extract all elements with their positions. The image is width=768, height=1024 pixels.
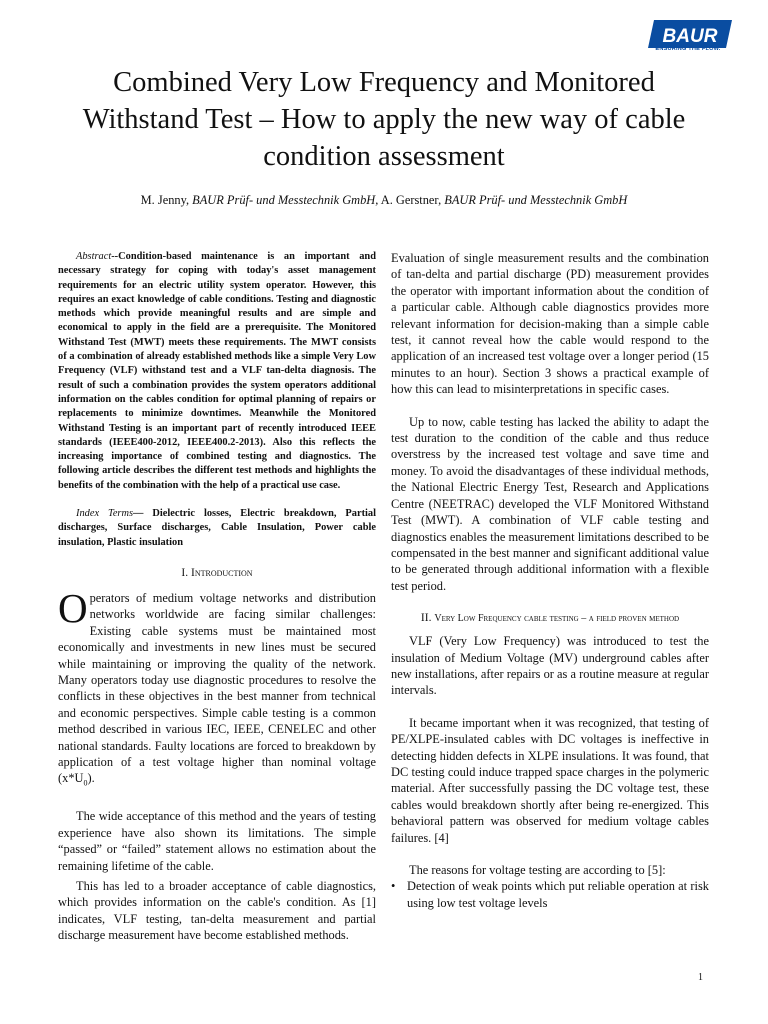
index-terms-label: Index Terms — [76, 508, 134, 520]
index-terms-text: — Dielectric losses, Electric breakdown, Partial discharges, Surface discharges, Cable Insulation, Power cable insulation, Plastic insulation — [58, 508, 376, 548]
section-title: Very Low Frequency cable testing – a field proven method — [434, 613, 680, 625]
author-2-name: A. Gerstner, — [378, 193, 445, 207]
abstract-text: necessary strategy for coping with today's asset management requirements for an electric utility system operator. However, this requires an exact knowledge of cable conditions. Testing and diagnostic methods which provide meaningful results and are simple and economical to apply in the field are a prerequisite. The Monitored Withstand Test (MWT) meets these requirements. The MWT consists of a combination of already established methods like a simple Very Low Frequency (VLF) withstand test and a VLF tan-delta diagnosis. The result of such a combination provides the system operators additional information on the cables condition for optimal planning of repairs or replacements to minimize downtimes. Meanwhile the Monitored Withstand Testing is an important part of recently introduced IEEE standards (IEEE400-2012, IEEE400.2-2013). Also this reflects the increasing importance of combined testing and diagnostics. The following article describes the different test methods and highlights the benefits of the combination with the help of a practical use case. — [58, 265, 376, 491]
index-terms — [58, 507, 376, 550]
paragraph: It became important when it was recognized, that testing of PE/XLPE-insulated cables with DC voltages is ineffective in detecting hidden defects in XLPE insulations. It was found, that DC testing could induce trapped space charges in the polymeric material. After successfully passing the DC voltage test, these cables would breakdown shortly after being re-energized. This behavioral pattern was observed for medium voltage cables failures. [4] — [391, 715, 709, 845]
section-number: II. — [420, 612, 435, 625]
intro-paragraph — [58, 584, 376, 792]
paragraph: VLF (Very Low Frequency) was introduced to test the insulation of Medium Voltage (MV) underground cables after new installations, after repairs or as a routine measure at regular intervals. — [391, 634, 709, 698]
paragraph: The wide acceptance of this method and the years of testing experience have also shown its limitations. The simple “passed” or “failed” statement allows no estimation about the remaining lifetime of the cable. — [58, 809, 376, 873]
page-number: 1 — [698, 972, 703, 983]
section-number: I. — [181, 566, 191, 579]
left-column — [58, 250, 376, 944]
section-title: Introduction — [190, 566, 253, 579]
abstract-label: Abstract — [76, 251, 112, 262]
logo-brand: BAUR — [662, 26, 718, 47]
right-column — [391, 250, 709, 911]
bullet-text: Detection of weak points which put reliable operation at risk using low test voltage levels — [407, 879, 709, 910]
bullet-mark: • — [391, 879, 396, 894]
section-heading-vlf — [391, 610, 709, 627]
paragraph: Up to now, cable testing has lacked the ability to adapt the test duration to the condition of the cable and thus reduce overstress by the increased test voltage and save time and money. To avoid the disadvantages of these individual methods, the National Electric Energy Test, Research and Applications Centre (NEETRAC) developed the VLF Monitored Withstand Test (MWT). A combination of VLF cable testing and diagnostics enables the measurement limitations described to be compensated in the best manner and significant additional value to be generated through additional information with a flexible test period. — [391, 414, 709, 593]
subscript: 0 — [83, 778, 88, 788]
logo-tagline: ENSURING THE FLOW. — [655, 46, 721, 52]
paragraph: Evaluation of single measurement results and the combination of tan-delta and partial discharge (PD) measurement provides the operator with important information about the condition of a particular cable. Although cable diagnostics provides more relevant information for decision-making than a simple cable test, it cannot reveal how the cable would respond to the application of an increased test voltage over a longer period (15 minutes to an hour). Section 3 shows a practical example of how this can lead to misinterpretations in specific cases. — [391, 251, 709, 397]
authors-line — [40, 192, 728, 208]
section-heading-introduction — [58, 565, 376, 581]
intro-text: perators of medium voltage networks and distribution networks worldwide are facing similar challenges: Existing cable systems must be maintained most economically and investments in new lines must be secured while maintaining or improving the quality of the network. Many operators today use diagnostic procedures to resolve the conflicts in these objectives in the best manner from technical and economic perspectives. Simple cable testing is a common method described in various IEC, IEEE, CENELEC and other national standards. Faulty locations are forced to breakdown by application of a test voltage higher than nominal voltage (x*U — [58, 590, 376, 786]
author-1-name: M. Jenny, — [140, 193, 193, 207]
drop-cap: O — [58, 584, 88, 631]
abstract — [58, 250, 376, 493]
bullet-item — [391, 878, 709, 911]
abstract-lead: --Condition-based maintenance is an important and — [111, 251, 376, 262]
intro-text-end: ). — [87, 771, 95, 786]
paragraph: The reasons for voltage testing are according to [5]: — [409, 863, 666, 877]
author-1-affiliation: BAUR Prüf- und Messtechnik GmbH, — [192, 193, 379, 207]
paper-title: Combined Very Low Frequency and Monitored Withstand Test – How to apply the new way of cable condition assessment — [82, 67, 686, 172]
paragraph: This has led to a broader acceptance of cable diagnostics, which provides information on the cable's condition. As [1] indicates, VLF testing, tan-delta measurement and partial discharge measurement have become established methods. — [58, 878, 376, 943]
author-2-affiliation: BAUR Prüf- und Messtechnik GmbH — [444, 193, 628, 207]
